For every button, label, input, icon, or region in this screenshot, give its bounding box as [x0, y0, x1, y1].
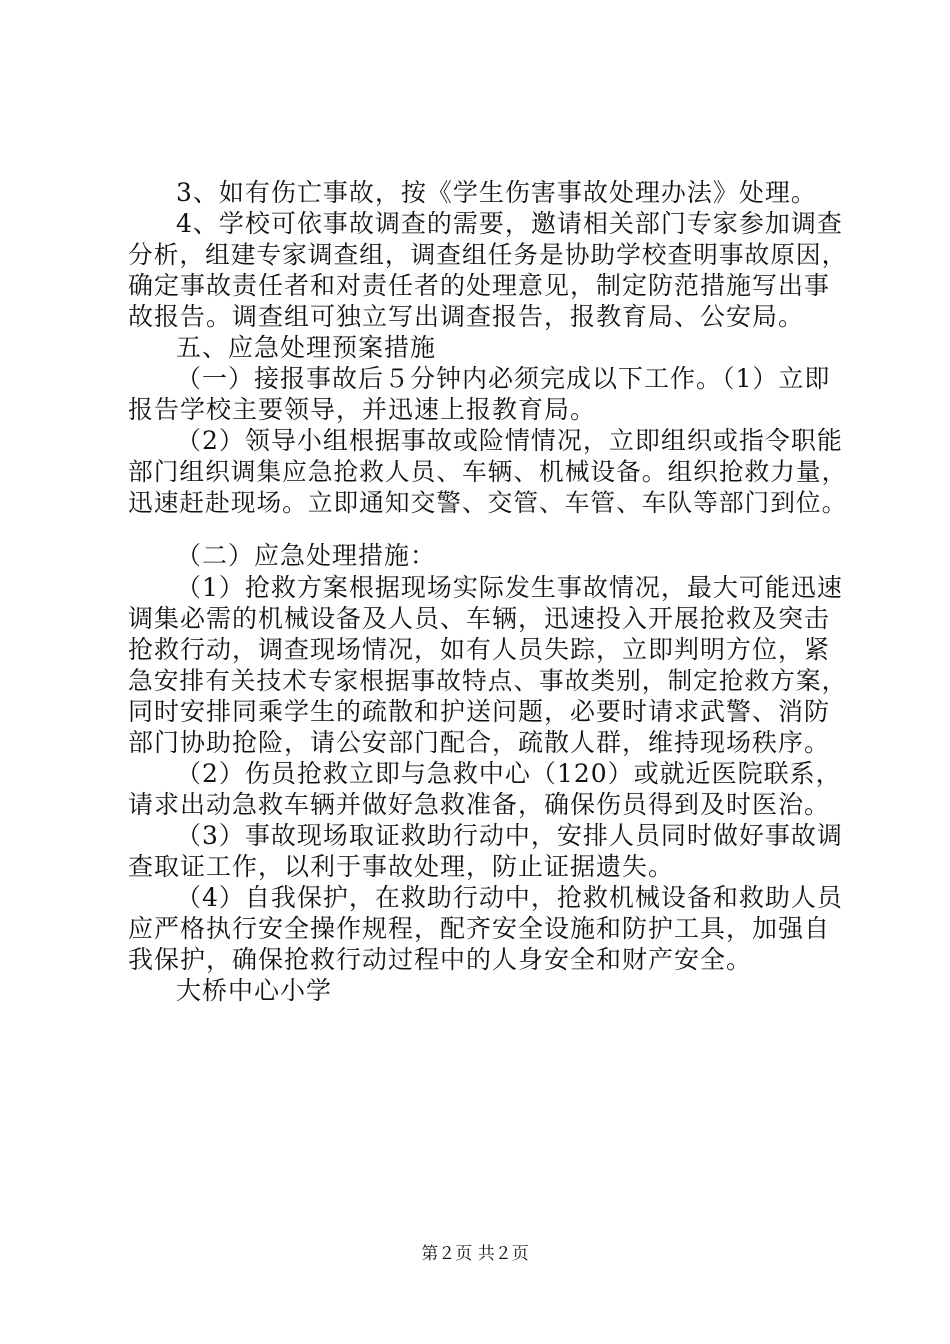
text-line-7: （一）接报事故后５分钟内必须完成以下工作。（1）立即 [176, 364, 831, 393]
text-line-23: （4）自我保护，在救助行动中，抢救机械设备和救助人员 [176, 883, 843, 912]
text-line-1: 3、如有伤亡事故，按《学生伤害事故处理办法》处理。 [176, 178, 817, 207]
text-line-13: （1）抢救方案根据现场实际发生事故情况，最大可能迅速 [176, 573, 843, 602]
subsection-heading: （二）应急处理措施： [176, 541, 437, 570]
text-line-8: 报告学校主要领导，并迅速上报教育局。 [128, 395, 597, 424]
text-line-22: 查取证工作，以利于事故处理，防止证据遗失。 [128, 852, 675, 881]
text-line-5: 故报告。调查组可独立写出调查报告，报教育局、公安局。 [128, 302, 805, 331]
text-line-25: 我保护，确保抢救行动过程中的人身安全和财产安全。 [128, 945, 753, 974]
section-heading: 五、应急处理预案措施 [176, 333, 437, 362]
page-footer: 第２页 共２页 [421, 1244, 529, 1264]
text-line-11: 迅速赶赴现场。立即通知交警、交管、车管、车队等部门到位。 [128, 488, 848, 517]
text-line-3: 分析，组建专家调查组，调查组任务是协助学校查明事故原因， [128, 240, 848, 269]
text-line-17: 同时安排同乘学生的疏散和护送问题，必要时请求武警、消防 [128, 697, 831, 726]
text-line-19: （2）伤员抢救立即与急救中心（120）或就近医院联系， [176, 759, 842, 788]
text-line-24: 应严格执行安全操作规程，配齐安全设施和防护工具，加强自 [128, 914, 831, 943]
text-line-4: 确定事故责任者和对责任者的处理意见，制定防范措施写出事 [128, 271, 831, 300]
text-line-16: 急安排有关技术专家根据事故特点、事故类别，制定抢救方案， [128, 666, 848, 695]
text-line-9: （2）领导小组根据事故或险情情况，立即组织或指令职能 [176, 426, 843, 455]
signature-line: 大桥中心小学 [176, 976, 333, 1005]
text-line-10: 部门组织调集应急抢救人员、车辆、机械设备。组织抢救力量， [128, 457, 848, 486]
text-line-21: （3）事故现场取证救助行动中，安排人员同时做好事故调 [176, 821, 843, 850]
text-line-14: 调集必需的机械设备及人员、车辆，迅速投入开展抢救及突击 [128, 604, 831, 633]
text-line-2: 4、学校可依事故调查的需要，邀请相关部门专家参加调查 [176, 209, 843, 238]
text-line-18: 部门协助抢险，请公安部门配合，疏散人群，维持现场秩序。 [128, 728, 831, 757]
text-line-20: 请求出动急救车辆并做好急救准备，确保伤员得到及时医治。 [128, 790, 831, 819]
text-line-15: 抢救行动，调查现场情况，如有人员失踪，立即判明方位，紧 [128, 635, 831, 664]
